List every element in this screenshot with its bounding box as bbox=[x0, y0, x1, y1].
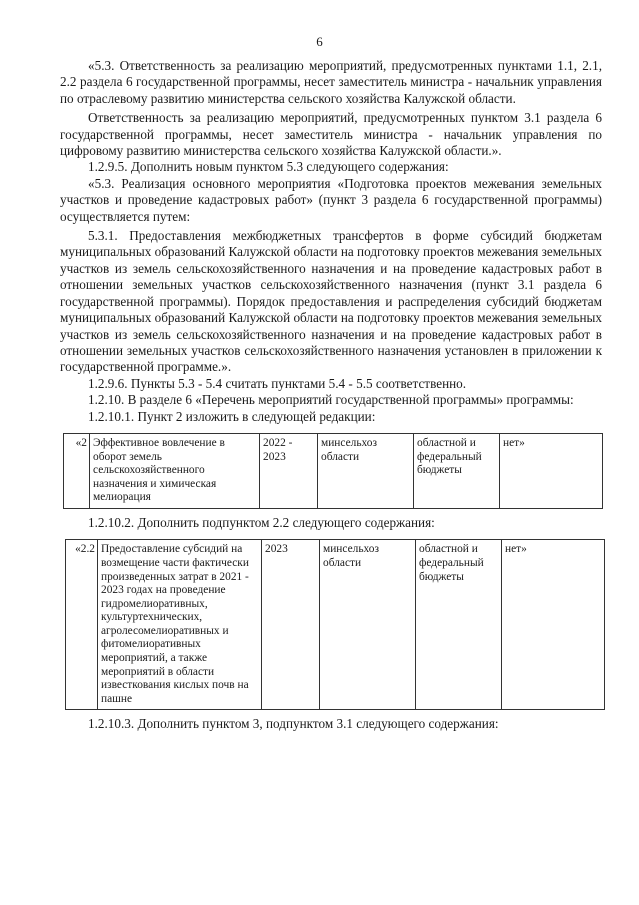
paragraph: «5.3. Ответственность за реализацию мероприятий, предусмотренных пунктами 1.1, 2.1, 2.2 раздела 6 государственной программы, несет заместитель министра - начальник управления по отраслевому развитию министерства сельского хозяйства Калужской области. bbox=[60, 58, 602, 106]
years: 2022 - 2023 bbox=[260, 433, 318, 508]
funding-amount: нет» bbox=[500, 433, 603, 508]
measure-name: Предоставление субсидий на возмещение части фактически произведенных затрат в 2021 - 2023 годах на проведение гидромелиоративных, культуртехнических, агролесомелиоративных и фитомелиоративных мероприятий, а также мероприятий в области известкования кислых почв на пашне bbox=[98, 540, 262, 710]
table-row bbox=[64, 433, 603, 508]
paragraph: Ответственность за реализацию мероприятий, предусмотренных пунктом 3.1 раздела 6 государственной программы, несет заместитель министра - начальник управления по цифровому развитию министерства сельского хозяйства Калужской области.». bbox=[60, 110, 602, 159]
paragraph: 1.2.9.6. Пункты 5.3 - 5.4 считать пунктами 5.4 - 5.5 соответственно. bbox=[88, 375, 467, 391]
paragraph: 1.2.10.3. Дополнить пунктом 3, подпунктом 3.1 следующего содержания: bbox=[88, 716, 499, 732]
measure-table-item-2 bbox=[63, 433, 603, 509]
years: 2023 bbox=[262, 540, 320, 710]
paragraph: «5.3. Реализация основного мероприятия «Подготовка проектов межевания земельных участков и проведение кадастровых работ» (пункт 3 раздела 6 государственной программы) осуществляется путем: bbox=[60, 175, 602, 224]
page-number: 6 bbox=[316, 34, 323, 49]
executor: минсельхоз области bbox=[318, 433, 414, 508]
document-body bbox=[60, 58, 602, 733]
item-number: «2 bbox=[64, 433, 90, 508]
funding-source: областной и федеральный бюджеты bbox=[414, 433, 500, 508]
paragraph: 1.2.10.1. Пункт 2 изложить в следующей редакции: bbox=[88, 408, 376, 424]
paragraph: 1.2.10. В разделе 6 «Перечень мероприятий государственной программы» программы: bbox=[88, 392, 574, 408]
executor: минсельхоз области bbox=[320, 540, 416, 710]
item-number: «2.2 bbox=[66, 540, 98, 710]
paragraph: 5.3.1. Предоставления межбюджетных трансфертов в форме субсидий бюджетам муниципальных образований Калужской области на подготовку проектов межевания земельных участков из земель сельскохозяйственного назначения и на проведение кадастровых работ в отношении земельных участков сельскохозяйственного назначения (пункт 3.1 раздела 6 государственной программы). Порядок предоставления и распределения субсидий бюджетам муниципальных образований Калужской области на подготовку проектов межевания земельных участков из земель сельскохозяйственного назначения и на проведение кадастровых работ в отношении земельных участков сельскохозяйственного назначения установлен в приложении к государственной программе.». bbox=[60, 228, 602, 375]
measure-table-item-2-2 bbox=[65, 539, 605, 710]
funding-amount: нет» bbox=[502, 540, 605, 710]
measure-name: Эффективное вовлечение в оборот земель сельскохозяйственного назначения и химическая мелиорация bbox=[90, 433, 260, 508]
funding-source: областной и федеральный бюджеты bbox=[416, 540, 502, 710]
table-row bbox=[66, 540, 605, 710]
paragraph: 1.2.9.5. Дополнить новым пунктом 5.3 следующего содержания: bbox=[88, 159, 449, 175]
paragraph: 1.2.10.2. Дополнить подпунктом 2.2 следующего содержания: bbox=[88, 514, 435, 530]
